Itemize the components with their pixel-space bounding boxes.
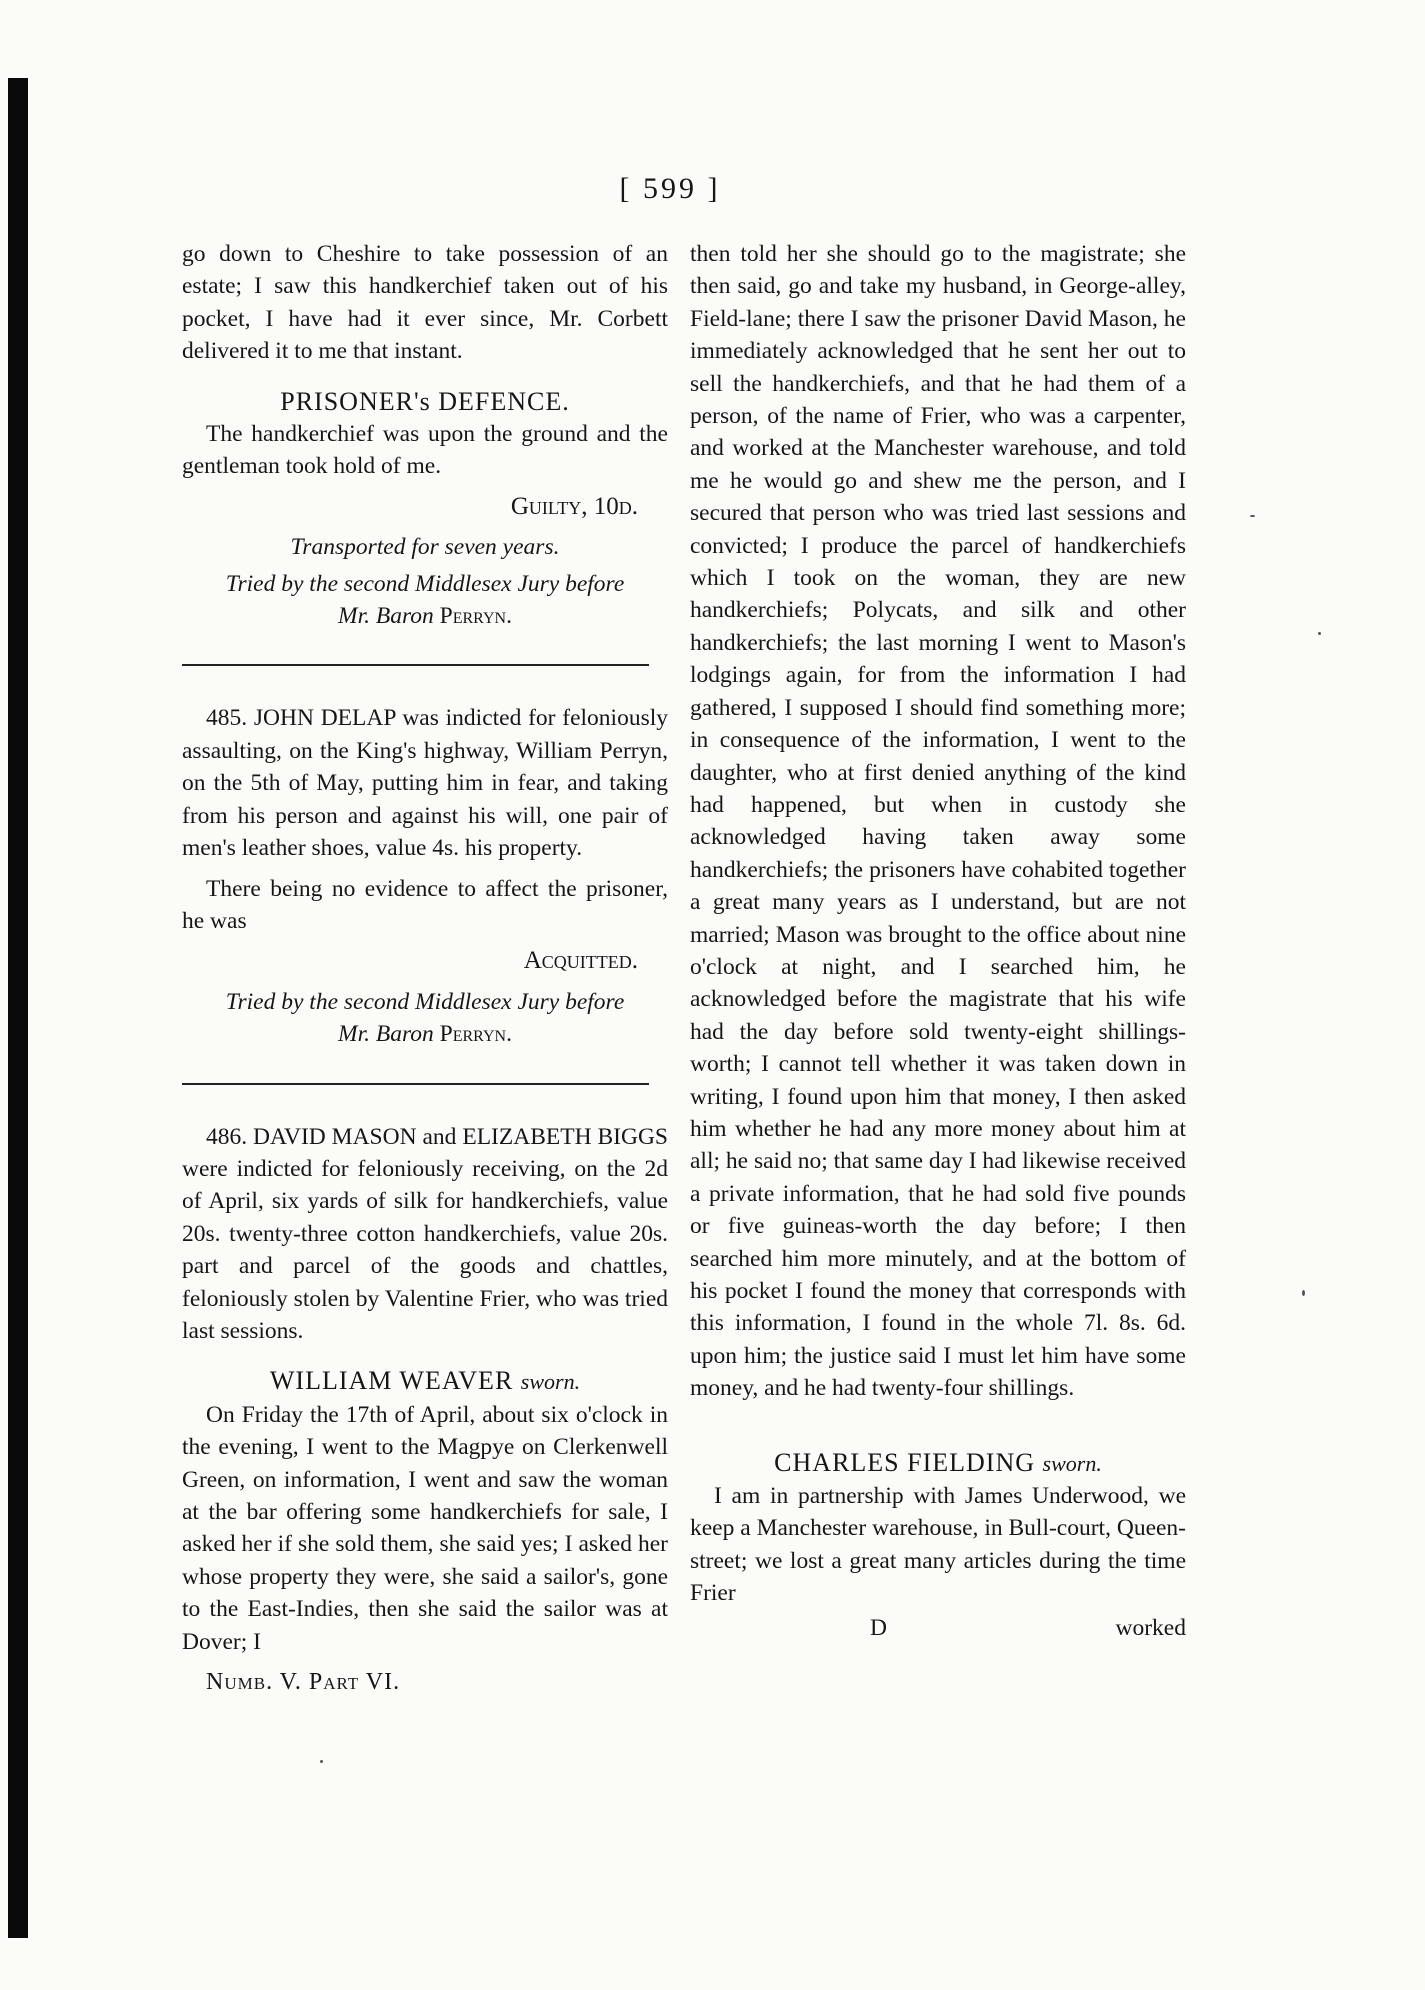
catchword: worked <box>1115 1614 1186 1641</box>
sworn-label: sworn. <box>1042 1450 1102 1476</box>
signature-mark: D <box>870 1614 887 1641</box>
testimony-paragraph: On Friday the 17th of April, about six o'clock in the evening, I went to the Magpye on Clerkenwell Green, on information, I went and saw the woman at the bar offering some handkerchiefs for sale, I asked her if she sold them, she said yes; I asked her whose property they were, she said a sailor's, gone to the East-Indies, then she said the sailor was at Dover; I <box>182 1401 668 1655</box>
tried-line <box>182 568 668 633</box>
testimony-paragraph: then told her she should go to the magistrate; she then said, go and take my husband, in George-alley, Field-lane; there I saw the prisoner David Mason, he immediately acknowledged that he sent her out to sell the handkerchiefs, and that he had them of a person, of the name of Frier, who was a carpenter, and worked at the Manchester warehouse, and told me he would go and shew me the person, and I secured that person who was tried last sessions and convicted; I produce the parcel of handkerchiefs which I took on the woman, they are new handkerchiefs; Polycats, and silk and other handkerchiefs; the last morning I went to Mason's lodgings again, for from the information I had gathered, I supposed I should find something more; in consequence of the information, I went to the daughter, who at first denied anything of the kind had happened, but when in custody she acknowledged having taken away some handkerchiefs; the prisoners have cohabited together a great many years as I understand, but are not married; Mason was brought to the office about nine o'clock at night, and I searched him, he acknowledged before the magistrate that his wife had the day before sold twenty-eight shillings-worth; I cannot tell whether it was taken down in writing, I found upon him that money, I then asked him whether he had any more money about him at all; he said no; that same day I had likewise received a private information, that he had sold five pounds or five guineas-worth the day before; I then searched him more minutely, and at the bottom of his pocket I found the money that corresponds with this information, I found in the whole 7l. 8s. 6d. upon him; the justice said I must let him have some money, and he had twenty-four shillings. <box>690 241 1186 1402</box>
tried-line <box>182 986 668 1051</box>
defence-text: The handkerchief was upon the ground and the gentleman took hold of me. <box>182 421 668 480</box>
paragraph: go down to Cheshire to take possession of an estate; I saw this handkerchief taken out of his pocket, I have had it ever since, Mr. Corbett delivered it to me that instant. <box>182 241 668 365</box>
paragraph: There being no evidence to affect the prisoner, he was <box>182 875 668 934</box>
tried-text: Tried by the second Middlesex Jury before <box>225 570 625 597</box>
verdict: Guilty, 10d. <box>510 492 638 520</box>
tried-text: Mr. Baron <box>338 1021 434 1048</box>
witness-heading <box>182 1365 668 1398</box>
sworn-label: sworn. <box>520 1369 581 1395</box>
signature-footer: Numb. V. Part VI. <box>206 1669 401 1696</box>
tried-text: Mr. Baron <box>338 603 434 630</box>
scan-speck <box>1318 632 1321 635</box>
sentence: Transported for seven years. <box>290 534 560 561</box>
testimony-paragraph: I am in partnership with James Underwood, we keep a Manchester warehouse, in Bull-court, Queen-street; we lost a great many articles during the time Frier <box>690 1483 1186 1607</box>
judge-name: Perryn. <box>439 603 512 630</box>
defence-heading: PRISONER's DEFENCE. <box>280 386 570 416</box>
right-column <box>690 238 1186 1644</box>
page-number: [ 599 ] <box>619 172 721 205</box>
witness-name: CHARLES FIELDING <box>774 1447 1036 1477</box>
left-column <box>182 238 668 1698</box>
scan-speck <box>1250 515 1255 517</box>
verdict: Acquitted. <box>523 947 638 975</box>
witness-heading <box>690 1447 1186 1480</box>
judge-name: Perryn. <box>439 1021 512 1048</box>
case-paragraph: 486. DAVID MASON and ELIZABETH BIGGS were indicted for feloniously receiving, on the 2d of April, six yards of silk for handkerchiefs, value 20s. twenty-three cotton handkerchiefs, value 20s. part and parcel of the goods and chattles, feloniously stolen by Valentine Frier, who was tried last sessions. <box>182 1123 668 1344</box>
case-paragraph: 485. JOHN DELAP was indicted for feloniously assaulting, on the King's highway, William Perryn, on the 5th of May, putting him in fear, and taking from his person and against his will, one pair of men's leather shoes, value 4s. his property. <box>182 705 668 862</box>
section-rule <box>182 1083 649 1085</box>
section-rule <box>182 664 649 666</box>
scan-speck <box>320 1760 323 1763</box>
book-spine-shadow <box>8 78 28 1938</box>
witness-name: WILLIAM WEAVER <box>269 1366 514 1396</box>
scan-speck <box>1302 1290 1305 1296</box>
page-footer <box>690 1612 1186 1644</box>
tried-text: Tried by the second Middlesex Jury before <box>225 988 625 1015</box>
